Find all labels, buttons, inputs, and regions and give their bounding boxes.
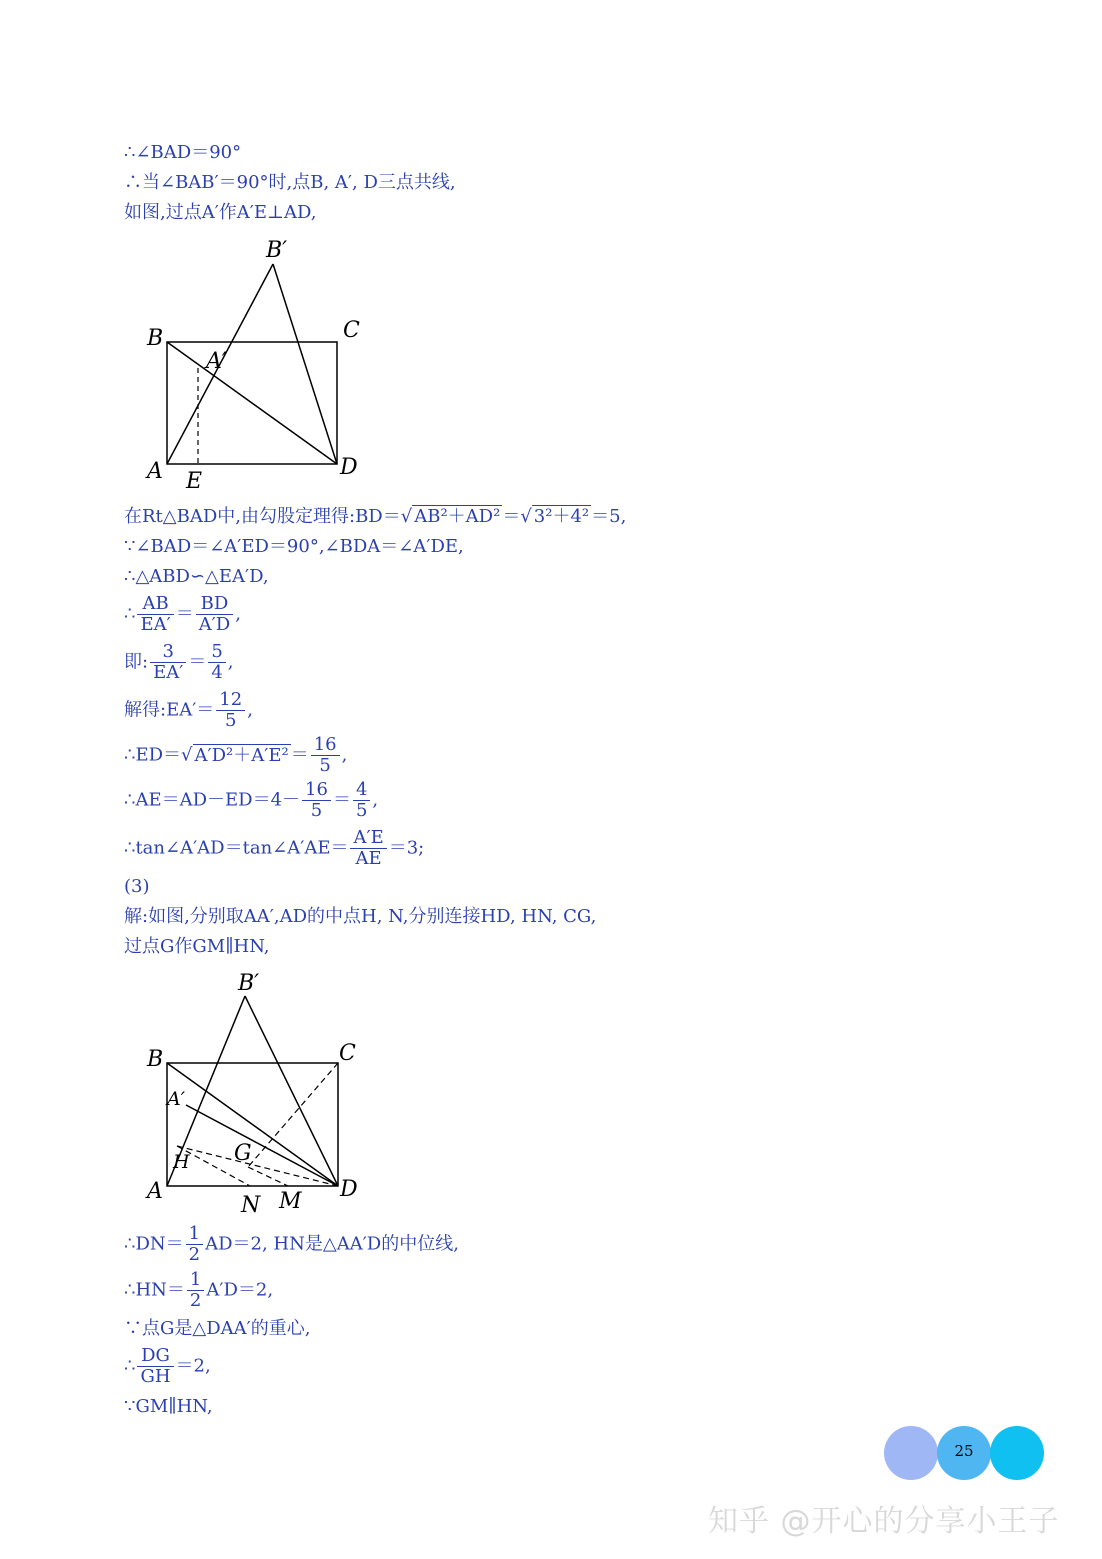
fig2-label-n: N <box>241 1193 261 1218</box>
line-12: ∴tan∠A′AD＝tan∠A′AE＝ $\frac{A'E}{AE}$ ＝3; <box>124 827 425 869</box>
line-1: ∴∠BAD＝90° <box>124 142 242 163</box>
fig2-label-a: A <box>147 1179 163 1204</box>
line-11: ∴AE＝AD－ED＝4－ $\frac{16}{5}$ ＝ $\frac{4}{5}$ , <box>124 779 379 821</box>
line-9: 解得:EA′＝ $\frac{12}{5}$ , <box>124 689 253 731</box>
fig1-label-c: C <box>343 318 360 343</box>
line-17: ∴HN＝ $\frac{1}{2}$ A′D＝2, <box>124 1269 274 1311</box>
line-13: (3) <box>124 876 150 897</box>
badge-circle-left <box>884 1426 938 1480</box>
line-10: ∴ED＝√ A′D²＋A′E² ＝ $\frac{16}{5}$ , <box>124 734 348 776</box>
line-3: 如图,过点A′作A′E⊥AD, <box>124 202 317 223</box>
fig2-label-m: M <box>279 1189 302 1214</box>
page-number: 25 <box>954 1442 974 1460</box>
fig2-label-b: B <box>147 1047 164 1072</box>
watermark: 知乎 @开心的分享小王子 <box>708 1504 1060 1539</box>
fig1-label-d: D <box>340 455 358 480</box>
line-16: ∴DN＝ $\frac{1}{2}$ AD＝2, HN是△AA′D的中位线, <box>124 1223 459 1265</box>
fig1-label-e: E <box>186 469 203 494</box>
page-number-badge <box>884 1426 1044 1482</box>
line-20: ∵GM∥HN, <box>124 1396 213 1417</box>
line-5: ∵∠BAD＝∠A′ED＝90°,∠BDA＝∠A′DE, <box>124 536 464 557</box>
fig1-label-a: A <box>147 459 163 484</box>
line-18: ∵点G是△DAA′的重心, <box>124 1318 311 1339</box>
fig2-label-aprime: A′ <box>167 1088 186 1110</box>
line-8: 即: $\frac{3}{EA'}$ ＝ $\frac{5}{4}$ , <box>124 641 234 683</box>
line-14: 解:如图,分别取AA′,AD的中点H, N,分别连接HD, HN, CG, <box>124 906 597 927</box>
fig1-label-bprime: B′ <box>266 238 288 263</box>
line-4: 在Rt△BAD中,由勾股定理得:BD＝√ AB²＋AD² ＝√ 3²＋4² ＝5, <box>124 506 627 527</box>
fig1-label-b: B <box>147 326 164 351</box>
line-19: ∴ $\frac{DG}{GH}$ ＝2, <box>124 1345 211 1387</box>
fig1-label-aprime: A′ <box>206 349 227 374</box>
line-2: ∴当∠BAB′＝90°时,点B, A′, D三点共线, <box>124 172 456 193</box>
fig2-label-bprime: B′ <box>238 971 260 996</box>
fig2-label-g: G <box>234 1141 252 1166</box>
figure-1 <box>140 232 380 494</box>
fig2-label-d: D <box>340 1177 358 1202</box>
line-6: ∴△ABD∽△EA′D, <box>124 566 269 587</box>
fig2-label-c: C <box>339 1041 356 1066</box>
line-15: 过点G作GM∥HN, <box>124 936 270 957</box>
figure-2 <box>140 962 380 1220</box>
badge-circle-right <box>990 1426 1044 1480</box>
fig2-label-h: H <box>173 1151 190 1173</box>
line-7: ∴ $\frac{AB}{EA'}$ ＝ $\frac{BD}{A'D}$ , <box>124 593 241 635</box>
